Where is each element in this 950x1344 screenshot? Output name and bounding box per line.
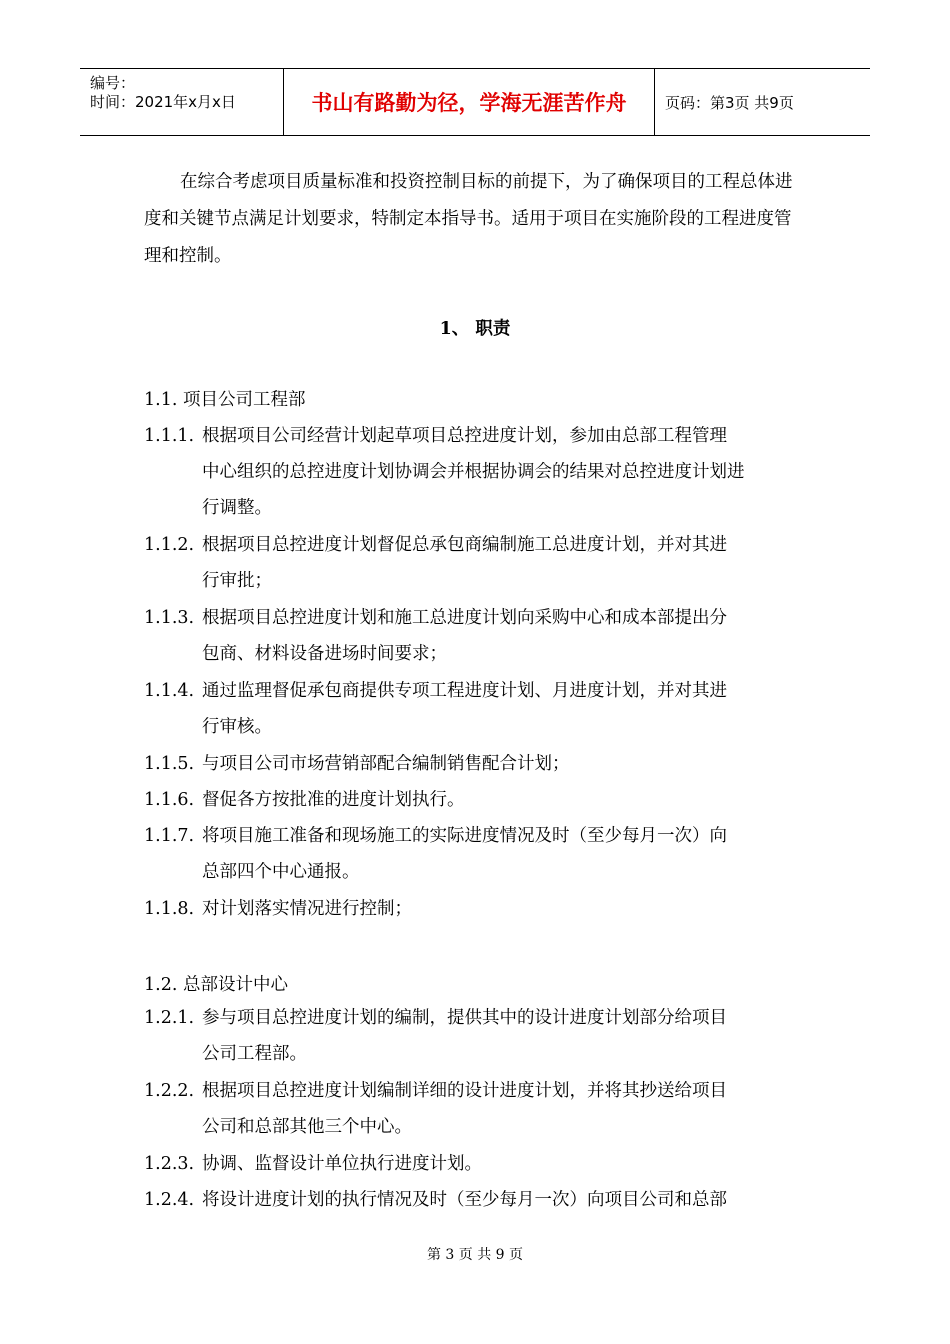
number-label: 编号： bbox=[90, 74, 136, 92]
item-text-line: 行审核。 bbox=[202, 717, 272, 737]
item-text-line: 根据项目公司经营计划起草项目总控进度计划，参加由总部工程管理 bbox=[202, 426, 727, 446]
item-text-line: 公司和总部其他三个中心。 bbox=[202, 1117, 412, 1137]
intro-paragraph: 在综合考虑项目质量标准和投资控制目标的前提下，为了确保项目的工程总体进度和关键节点满足计划要求，特制定本指导书。适用于项目在实施阶段的工程进度管理和控制。 bbox=[144, 172, 793, 266]
subsection-title: 1.1. 项目公司工程部 bbox=[144, 390, 306, 410]
list-item bbox=[144, 673, 804, 745]
list-item bbox=[144, 1182, 804, 1218]
item-text-line: 将设计进度计划的执行情况及时（至少每月一次）向项目公司和总部 bbox=[202, 1190, 727, 1210]
item-number: 1.2.4. bbox=[144, 1190, 195, 1210]
list-item bbox=[144, 818, 804, 890]
list-item bbox=[144, 891, 804, 927]
item-text-line: 中心组织的总控进度计划协调会并根据协调会的结果对总控进度计划进 bbox=[202, 462, 745, 482]
item-text-line: 根据项目总控进度计划编制详细的设计进度计划，并将其抄送给项目 bbox=[202, 1081, 727, 1101]
page-footer: 第 3 页 共 9 页 bbox=[426, 1247, 524, 1263]
list-item bbox=[144, 746, 804, 782]
item-text-line: 参与项目总控进度计划的编制，提供其中的设计进度计划部分给项目 bbox=[202, 1008, 727, 1028]
item-number: 1.2.2. bbox=[144, 1081, 195, 1101]
item-number: 1.1.7. bbox=[144, 826, 195, 846]
item-text-line: 根据项目总控进度计划和施工总进度计划向采购中心和成本部提出分 bbox=[202, 608, 727, 628]
item-number: 1.1.6. bbox=[144, 790, 195, 810]
list-item bbox=[144, 1146, 804, 1182]
item-number: 1.2.3. bbox=[144, 1154, 195, 1174]
list-item bbox=[144, 418, 804, 526]
header-motto: 书山有路勤为径，学海无涯苦作舟 bbox=[283, 69, 655, 135]
item-text-line: 总部四个中心通报。 bbox=[202, 862, 360, 882]
item-number: 1.1.3. bbox=[144, 608, 195, 628]
document-header bbox=[80, 68, 870, 136]
item-text-line: 将项目施工准备和现场施工的实际进度情况及时（至少每月一次）向 bbox=[202, 826, 727, 846]
item-number: 1.1.8. bbox=[144, 899, 195, 919]
header-meta-cell bbox=[80, 69, 283, 135]
item-number: 1.1.2. bbox=[144, 535, 195, 555]
item-text-line: 根据项目总控进度计划督促总承包商编制施工总进度计划，并对其进 bbox=[202, 535, 727, 555]
list-item bbox=[144, 600, 804, 672]
item-text-line: 包商、材料设备进场时间要求； bbox=[202, 644, 447, 664]
item-text-line: 协调、监督设计单位执行进度计划。 bbox=[202, 1154, 482, 1174]
item-number: 1.1.5. bbox=[144, 754, 195, 774]
list-item bbox=[144, 1073, 804, 1145]
item-text-line: 对计划落实情况进行控制； bbox=[202, 899, 412, 919]
item-text-line: 公司工程部。 bbox=[202, 1044, 307, 1064]
header-page-label: 页码：第3页 共9页 bbox=[665, 94, 794, 112]
time-label: 时间：2021年x月x日 bbox=[90, 93, 236, 111]
list-item bbox=[144, 527, 804, 599]
list-item bbox=[144, 782, 804, 818]
item-text-line: 行调整。 bbox=[202, 498, 272, 518]
item-text-line: 与项目公司市场营销部配合编制销售配合计划； bbox=[202, 754, 570, 774]
section-heading: 1、 职责 bbox=[439, 319, 511, 339]
list-item bbox=[144, 1000, 804, 1072]
item-text-line: 行审批； bbox=[202, 571, 272, 591]
subsection-title: 1.2. 总部设计中心 bbox=[144, 975, 288, 995]
item-number: 1.1.4. bbox=[144, 681, 195, 701]
item-text-line: 通过监理督促承包商提供专项工程进度计划、月进度计划，并对其进 bbox=[202, 681, 727, 701]
item-text-line: 督促各方按批准的进度计划执行。 bbox=[202, 790, 465, 810]
item-number: 1.1.1. bbox=[144, 426, 195, 446]
item-number: 1.2.1. bbox=[144, 1008, 195, 1028]
